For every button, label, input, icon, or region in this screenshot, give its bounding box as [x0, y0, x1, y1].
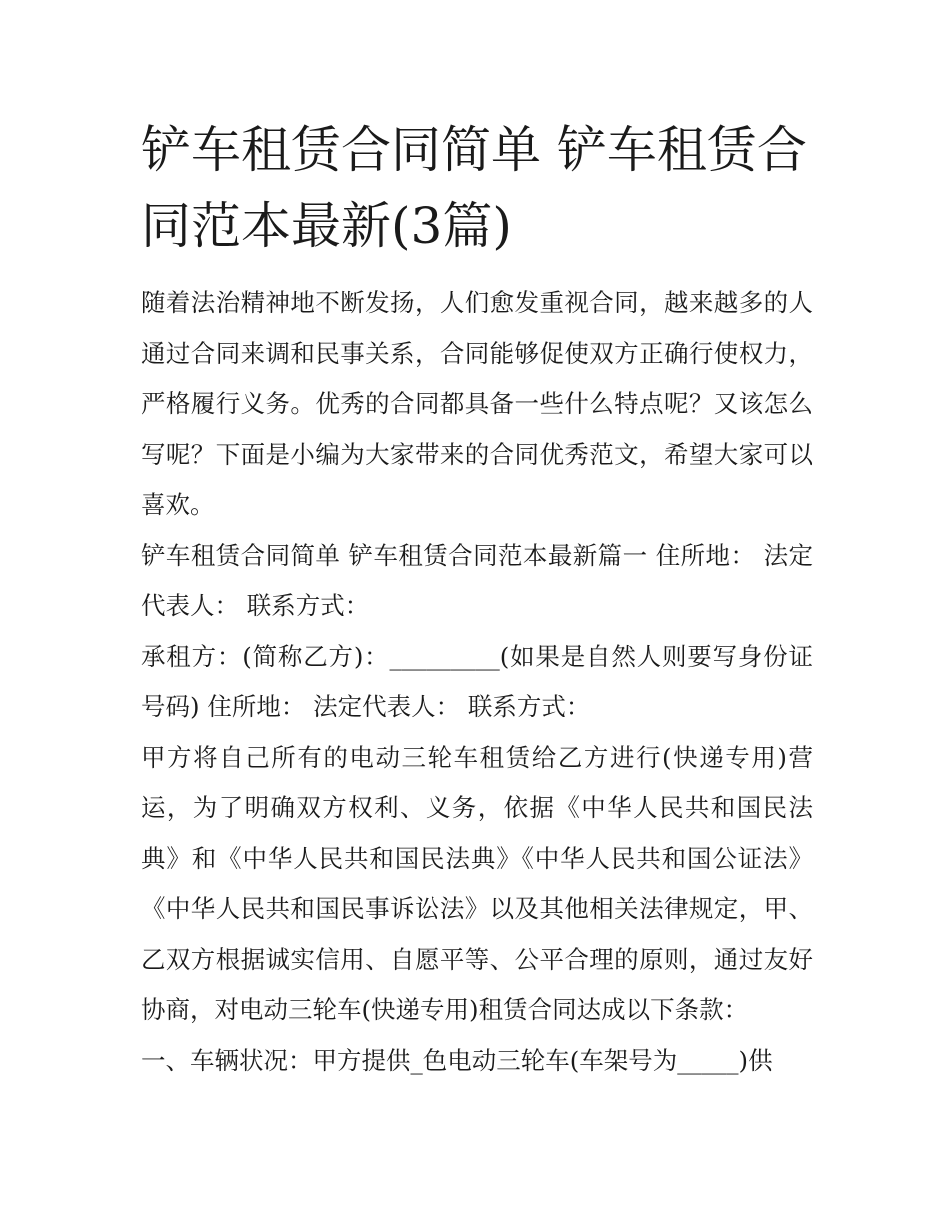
document-body — [141, 278, 813, 1086]
contract-heading-paragraph: 铲车租赁合同简单 铲车租赁合同范本最新篇一 住所地： 法定代表人： 联系方式： — [141, 540, 813, 620]
clause-one-paragraph: 一、车辆状况：甲方提供_色电动三轮车(车架号为_____)供 — [141, 1045, 773, 1075]
document-title: 铲车租赁合同简单 铲车租赁合同范本最新(3篇) — [141, 121, 807, 255]
intro-paragraph: 随着法治精神地不断发扬，人们愈发重视合同，越来越多的人通过合同来调和民事关系，合同能够促使双方正确行使权力，严格履行义务。优秀的合同都具备一些什么特点呢？又该怎么写呢？下面是小编为大家带来的合同优秀范文，希望大家可以喜欢。 — [141, 288, 813, 519]
lessee-paragraph: 承租方：(简称乙方)：_________(如果是自然人则要写身份证号码) 住所地： 法定代表人： 联系方式： — [141, 641, 813, 721]
purpose-paragraph: 甲方将自己所有的电动三轮车租赁给乙方进行(快递专用)营运，为了明确双方权利、义务，依据《中华人民共和国民法典》和《中华人民共和国民法典》《中华人民共和国公证法》《中华人民共和国民事诉讼法》以及其他相关法律规定，甲、乙双方根据诚实信用、自愿平等、公平合理的原则，通过友好协商，对电动三轮车(快递专用)租赁合同达成以下条款： — [141, 742, 813, 1024]
